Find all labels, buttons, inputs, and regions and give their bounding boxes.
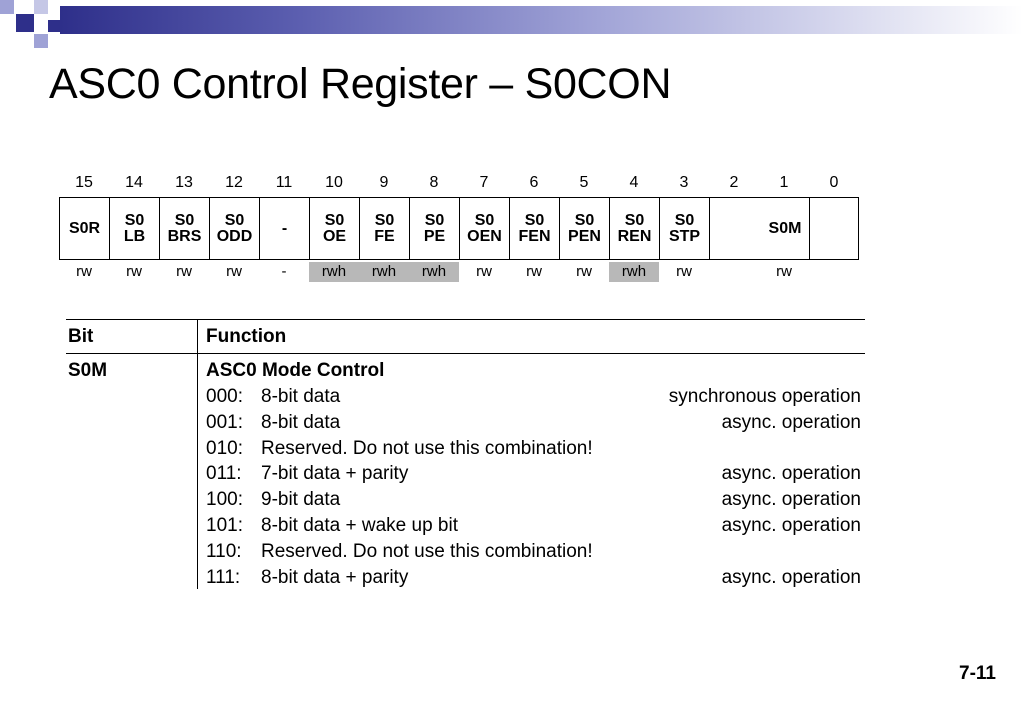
bit-number: 2 [729,174,739,191]
register-diagram [59,197,859,260]
mode-code: 000: [206,386,243,407]
field-divider [809,198,810,259]
register-field: S0 LB [110,198,160,259]
mode-desc: 7-bit data + parity [261,463,409,485]
access-label: rw [676,263,692,280]
bit-number: 15 [75,174,93,191]
register-field: S0 STP [660,198,710,259]
register-field: S0 OE [310,198,360,259]
mode-row [206,410,861,436]
access-label: rw [476,263,492,280]
slide-title: ASC0 Control Register – S0CON [49,60,672,108]
mode-row [206,539,861,565]
mode-desc: 8-bit data [261,386,341,407]
mode-row [206,436,861,462]
access-label: rwh [359,262,409,282]
access-label: rw [776,263,792,280]
mode-op: async. operation [721,463,861,485]
mode-op: async. operation [721,515,861,536]
table-top-rule [66,319,865,320]
decor-square [48,20,60,32]
register-field: S0 PE [410,198,460,259]
register-field: S0 REN [610,198,660,259]
mode-code: 011: [206,463,242,485]
mode-desc: Reserved. Do not use this combination! [261,540,593,562]
register-field: S0 FE [360,198,410,259]
register-field: S0 BRS [160,198,210,259]
bit-number: 0 [829,174,839,191]
table-column-divider [197,319,198,589]
access-label: rw [576,263,592,280]
header-function: Function [206,326,287,347]
access-label: rw [76,263,92,280]
access-label: rw [526,263,542,280]
bit-number: 7 [479,174,489,191]
table-header-rule [66,353,865,354]
access-label: - [281,263,287,280]
access-label: rw [226,263,242,280]
register-field: S0 PEN [560,198,610,259]
mode-code: 010: [206,437,243,459]
bit-number: 13 [175,174,193,191]
bit-number: 10 [325,174,343,191]
mode-code: 001: [206,411,243,433]
register-field: - [260,198,310,259]
access-label: rw [126,263,142,280]
register-field: S0 FEN [510,198,560,259]
header-gradient-bar [60,6,1023,34]
mode-row [206,565,861,591]
mode-desc: 9-bit data [261,489,341,511]
bit-name: S0M [68,360,108,381]
mode-op: async. operation [721,489,861,511]
bit-number: 9 [379,174,389,191]
register-field: S0 OEN [460,198,510,259]
bit-number: 3 [679,174,689,191]
access-label: rwh [409,262,459,282]
bit-number-row [59,172,859,194]
bit-number: 12 [225,174,243,191]
function-title: ASC0 Mode Control [206,360,385,381]
decor-square [16,14,34,32]
mode-desc: 8-bit data + wake up bit [261,515,458,536]
decor-square [34,0,48,14]
mode-row [206,487,861,513]
bit-number: 5 [579,174,589,191]
mode-row [206,513,861,539]
mode-op: async. operation [721,566,861,588]
bit-number: 6 [529,174,539,191]
mode-op: synchronous operation [668,386,861,407]
page-number: 7-11 [959,663,996,684]
bit-number: 4 [629,174,639,191]
mode-desc: Reserved. Do not use this combination! [261,437,593,459]
decor-square [0,0,14,14]
header-bit: Bit [68,326,94,347]
mode-code: 100: [206,489,243,511]
register-field: S0M [768,219,802,237]
function-table [66,319,865,589]
mode-op: async. operation [721,411,861,433]
access-row [59,262,859,282]
register-field: S0 ODD [210,198,260,259]
mode-code: 110: [206,540,242,562]
bit-number: 1 [779,174,789,191]
mode-row [206,384,861,410]
bit-number: 14 [125,174,143,191]
access-label: rw [176,263,192,280]
bit-number: 11 [275,174,293,191]
mode-desc: 8-bit data [261,411,341,433]
mode-code: 101: [206,515,243,536]
register-field: S0R [60,198,110,259]
mode-desc: 8-bit data + parity [261,566,409,588]
bit-number: 8 [429,174,439,191]
access-label: rwh [609,262,659,282]
mode-code: 111: [206,566,241,588]
access-label: rwh [309,262,359,282]
mode-row [206,461,861,487]
decor-square [34,34,48,48]
